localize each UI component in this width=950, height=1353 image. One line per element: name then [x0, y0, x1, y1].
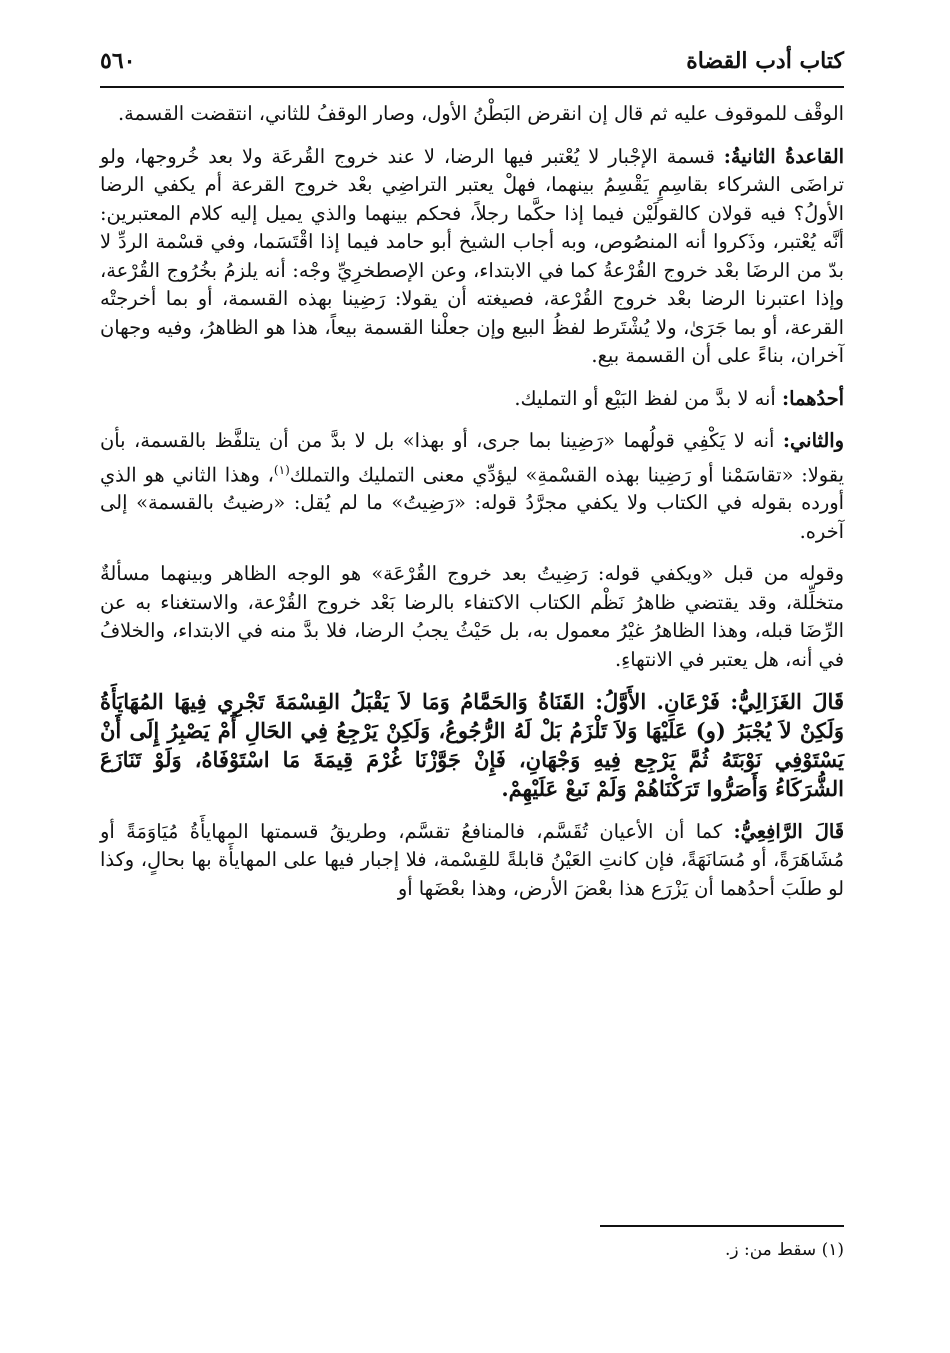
- paragraph-heading: قَالَ الرَّافِعِيُّ:: [733, 819, 845, 843]
- paragraph-text: أنه لا يَكْفِي قولُهما «رَضِينا بما جرى، أو بهذا» بل لا بدَّ من أن يتلفَّظ بالقسمة، بأن يقولا: «تقاسَمْنا أو رَضِينا بهذه القسْمةِ» ليؤدِّي معنى التمليك والتملك: [100, 429, 845, 486]
- paragraph-heading: القاعدةُ الثانيةُ:: [723, 144, 845, 168]
- footnote-divider: [600, 1225, 844, 1227]
- paragraph-heading: أحدُهما:: [781, 386, 844, 410]
- paragraph-heading: قَالَ الغَزَالِيُّ:: [730, 689, 844, 715]
- paragraph: [100, 143, 844, 371]
- footnote-marker: (١): [821, 1240, 844, 1260]
- paragraph: [100, 560, 844, 674]
- main-text: [100, 100, 844, 917]
- paragraph: [100, 385, 844, 414]
- footnote-text: سقط من: ز.: [724, 1240, 817, 1260]
- footnote: [100, 1240, 844, 1260]
- paragraph-text: أنه لا بدَّ من لفظ البَيْع أو التمليك.: [514, 386, 776, 410]
- page-number: ٥٦٠: [100, 48, 136, 74]
- paragraph-text-continued: ، وهذا الثاني هو الذي أورده بقوله في الكتاب ولا يكفي مجرَّدُ قوله: «رَضِيتُ» ما لم يُقل: «رضيتُ بالقسمة» إلى آخره.: [100, 462, 844, 543]
- paragraph-text: وقوله من قبل «ويكفي قوله: رَضِيتُ بعد خروج القُرْعَة» هو الوجه الظاهر وبينهما مسألةٌ متخلِّلة، وقد يقتضي ظاهرُ نَظْم الكتاب الاكتفاء بالرضا بَعْد خروج القُرْعة، والاستغناء به عن الرِّضَا قبله، وهذا الظاهرُ غيْرُ معمول به، بل حَيْثُ يجبُ الرضا، فلا بدَّ منه في الابتداء، والخلافُ في أنه، هل يعتبر في الانتهاءِ.: [100, 562, 844, 671]
- footnote-reference[interactable]: (١): [273, 462, 290, 477]
- paragraph: [100, 818, 844, 904]
- paragraph-text: قسمة الإجْبار لا يُعْتبر فيها الرضا، لا عند خروج القُرعَة ولا بعد خُروجها، ولو تراضَى الشركاء بقاسِمٍ يَقْسِمُ بينهما، فهلْ يعتبر التراضِي بعْد خروج القرعة أم يكفي الرضا الأولُ؟ فيه قولان كالقولَيْن فيما إذا حكَّما رجلاً، فحكم بينهما والذي يميل إليه كلام المعتبرين: أنَّه يُعْتبر، وذَكروا أنه المنصُوص، وبه أجاب الشيخ أبو حامد فيما إذا اقْتَسَما، وفي قسْمة الردِّ لا بدّ من الرضَا بعْد خروج القُرْعةُ كما في الابتداء، وعن الإصطخرِيِّ وجْه: أنه يلزمُ بخُرُوج القُرْعة، وإذا اعتبرنا الرضا بعْد خروج القُرْعة، فصيغته أن يقولا: رَضِينا بهذه القسمة، أو بما أخرجتْه القرعة، أو بما جَرَىٰ، ولا يُشْتَرط لفظُ البيع وإن جعلْنا القسمة بيعاً، هذا هو الظاهرُ، وفيه وجهان آخران، بناءً على أن القسمة بيع.: [100, 144, 844, 367]
- header-divider: [100, 86, 844, 88]
- page-header: [100, 38, 844, 78]
- paragraph-text: الوقْف للموقوف عليه ثم قال إن انقرض البَطْنُ الأول، وصار الوقفُ للثاني، انتقضت القسمة.: [118, 102, 844, 125]
- paragraph-heading: والثاني:: [782, 429, 844, 452]
- paragraph: [100, 427, 844, 546]
- paragraph-text: كما أن الأعيان تُقَسَّم، فالمنافعُ تقسَّم، وطريقُ قسمتها المهايأَةُ مُيَاوَمَةً أو مُشَاهَرَةً، أو مُسَانَهَةً، فإن كانتِ العَيْنُ قابلةً للقِسْمة، فلا إجبار فيها على المهايأَة بها بحالٍ، وكذا لو طلَبَ أحدُهما أن يَزْرَع هذا بعْضَ الأرض، وهذا بعْضَها أو: [100, 819, 844, 900]
- book-title: كتاب أدب القضاة: [686, 48, 844, 74]
- paragraph: [100, 100, 844, 129]
- quoted-text-block: [100, 688, 844, 803]
- paragraph-text: فَرْعَانِ. الأَوَّلُ: القَنَاةُ وَالحَمَّامُ وَمَا لاَ يَقْبَلُ القِسْمَةَ تَجْرِي فِيهَا المُهَايَأَةُ وَلَكِنْ لاَ يُجْبَرُ (و) عَلَيْهَا وَلاَ تَلْزَمُ بَلْ لَهُ الرُّجُوعُ، وَلَكِنْ يَرْجِعُ فِي الحَالِ أَمْ يَصْبِرُ إِلَى أَنْ يَسْتَوْفِي نَوْبَتَهُ ثُمَّ يَرْجِع فِيهِ وَجْهَانِ، فَإِنْ جَوَّزْنَا غُرْمَ قِيمَةَ مَا اسْتَوْفَاهُ، وَلَوْ تَنَازَعَ الشُّرَكَاءُ وَأَصَرُّوا تَرَكْنَاهُمْ وَلَمْ نَبعْ عَلَيْهِمْ.: [100, 689, 844, 801]
